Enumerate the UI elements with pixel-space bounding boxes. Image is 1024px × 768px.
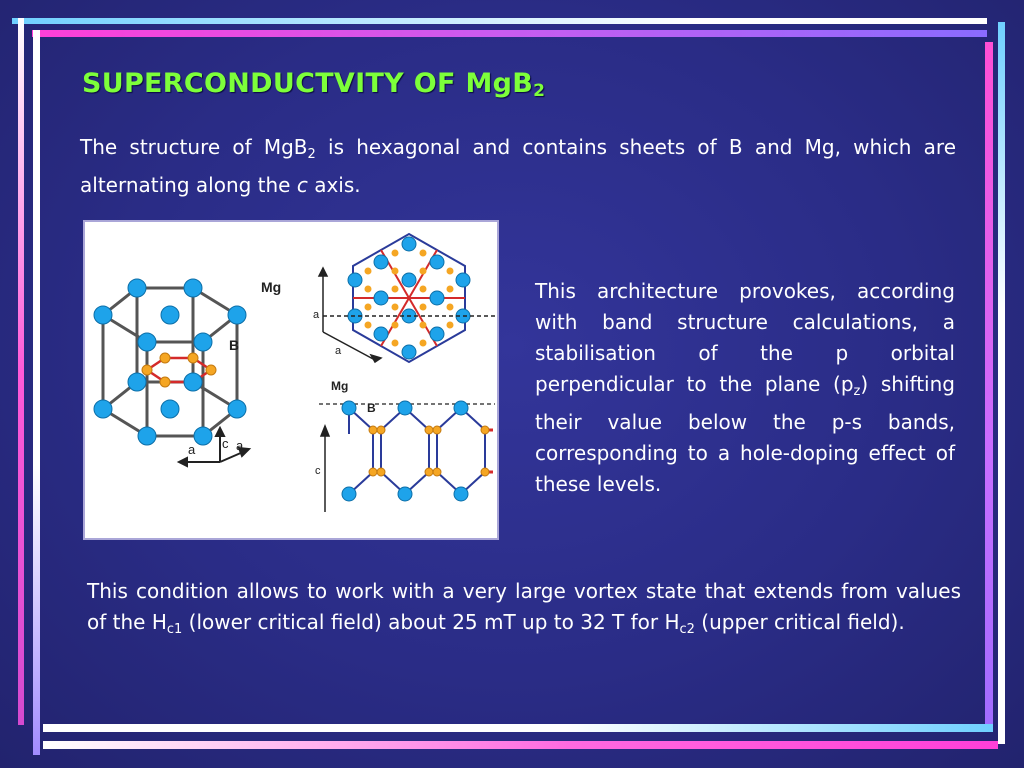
top-view-net (353, 234, 465, 362)
vortex-subscript-2: c2 (679, 622, 695, 637)
intro-paragraph (80, 132, 956, 201)
vortex-text-2: (lower critical field) about 25 mT up to 32 T for H (182, 610, 680, 634)
label-b-side: B (367, 401, 376, 415)
right-decor-bar-inner (985, 42, 993, 732)
label-a1: a (188, 442, 196, 457)
architecture-paragraph (535, 276, 955, 500)
label-c: c (222, 436, 229, 451)
label-a-top: a (313, 309, 320, 321)
side-view-b-bonds (373, 430, 493, 472)
side-view-mg (342, 401, 468, 501)
label-a-top2: a (335, 345, 342, 357)
vortex-paragraph (87, 576, 961, 645)
label-c-side: c (315, 465, 321, 477)
top-decor-bar-magenta (32, 30, 987, 37)
architecture-subscript: z (853, 384, 861, 399)
side-view-net (349, 408, 485, 494)
right-decor-bar-outer (998, 22, 1005, 744)
intro-text-2: is hexagonal and contains sheets of B and Mg, which are alternating along the (80, 135, 956, 197)
left-decor-bar-outer (18, 18, 24, 725)
title-formula-subscript: 2 (533, 81, 546, 101)
bottom-decor-bar-magenta (43, 741, 998, 749)
intro-subscript: 2 (307, 147, 316, 162)
crystal-structure-figure (83, 220, 499, 540)
bottom-decor-bar-white (43, 724, 993, 732)
slide-title (82, 68, 545, 101)
title-formula: MgB (465, 68, 534, 99)
intro-text-3: axis. (307, 173, 361, 197)
intro-text-1: The structure of MgB (80, 135, 308, 159)
vortex-subscript-1: c1 (166, 622, 183, 637)
vortex-text-3: (upper critical field). (694, 610, 905, 634)
architecture-text-2: ) shifting their value below the p-s bands, corresponding to a hole-doping effect of these levels. (535, 372, 955, 496)
title-text: SUPERCONDUCTVITY OF (82, 68, 456, 99)
label-a2: a (236, 438, 244, 453)
left-decor-bar-inner (33, 30, 40, 755)
intro-axis: c (296, 173, 308, 197)
label-mg: Mg (261, 279, 282, 295)
architecture-text-1: This architecture provokes, according with band structure calculations, a stabilisation of the p orbital perpendicular to the plane (p (535, 279, 955, 396)
vortex-text-1: This condition allows to work with a very large vortex state that extends from values of the H (87, 579, 961, 634)
label-b: B (229, 337, 240, 353)
label-mg-side: Mg (331, 379, 349, 393)
side-view-c-axis (321, 426, 329, 512)
top-decor-bar-cyan (12, 18, 987, 24)
